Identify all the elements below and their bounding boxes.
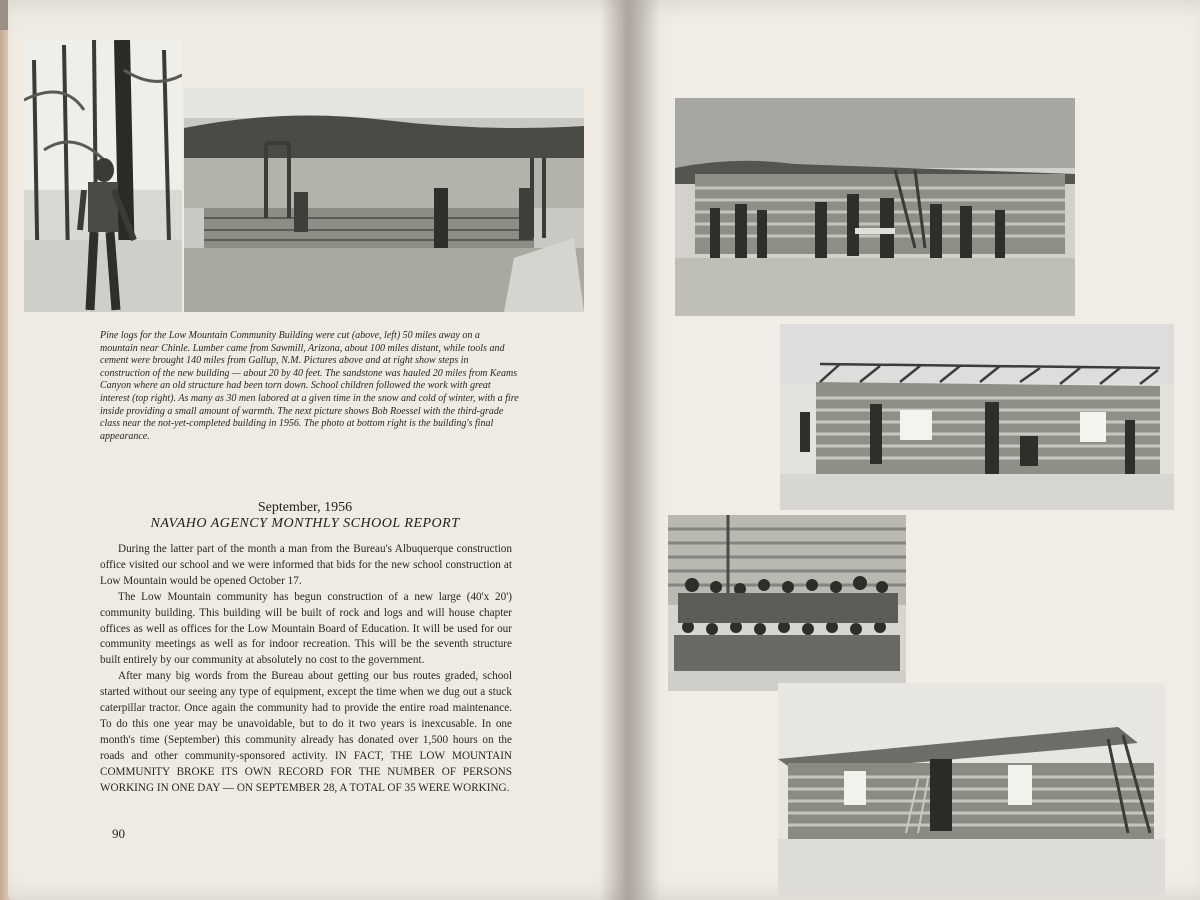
photo-logger-cutting-pine [24,40,182,312]
photo-log-walls-children [675,98,1075,316]
photo-caption: Pine logs for the Low Mountain Community Building were cut (above, left) 50 miles away on a mountain near Chinle. Lumber came from Sawmill, Arizona, about 100 miles distant, while tools and cement were brought 140 miles from Gallup, N.M. Pictures above and at right show steps in construction of the new building — about 20 by 40 feet. The sandstone was hauled 20 miles from Keams Canyon where an old structure had been torn down. School children followed the work with great interest (top right). As many as 30 men labored at a given time in the snow and cold of winter, with a fire inside providing a small amount of warmth. The next picture shows Bob Roessel with the third-grade class near the not-yet-completed building in 1956. The photo at bottom right is the building's final appearance. [100,330,519,442]
report-title: NAVAHO AGENCY MONTHLY SCHOOL REPORT [150,516,460,531]
book-spine [600,0,660,900]
page-number: 90 [112,826,125,841]
photo-finished-building [778,683,1165,895]
report-paragraph: The Low Mountain community has begun construction of a new large (40'x 20') community building. This building will be built of rock and logs and will house chapter offices as well as offices for the Low Mountain Board of Education. It will be used for our community meetings as well as for indoor recreation. This will be the seventh structure built entirely by our community at absolutely no cost to the government. [100,590,512,667]
photo-roof-framing [780,324,1174,510]
photo-stone-foundation [184,88,584,312]
report-date: September, 1956 [257,500,353,515]
report-body [100,542,512,797]
report-paragraph: During the latter part of the month a man from the Bureau's Albuquerque construction office visited our school and we were informed that bids for the new school construction at Low Mountain would be opened October 17. [100,543,512,587]
report-paragraph: After many big words from the Bureau about getting our bus routes graded, school started without our seeing any type of equipment, except the time when we dug out a stuck caterpillar tractor. Once again the community had to provide the entire road maintenance. To do this one year may be unavoidable, but to do it two years is inexcusable. In one month's time (September) this community already has donated over 1,500 hours on the roads and other community-sponsored activity. IN FACT, THE LOW MOUNTAIN COMMUNITY BROKE ITS OWN RECORD FOR THE NUMBER OF PERSONS WORKING IN ONE DAY — ON SEPTEMBER 28, A TOTAL OF 35 WERE WORKING. [100,670,512,794]
photo-third-grade-class [668,515,906,691]
